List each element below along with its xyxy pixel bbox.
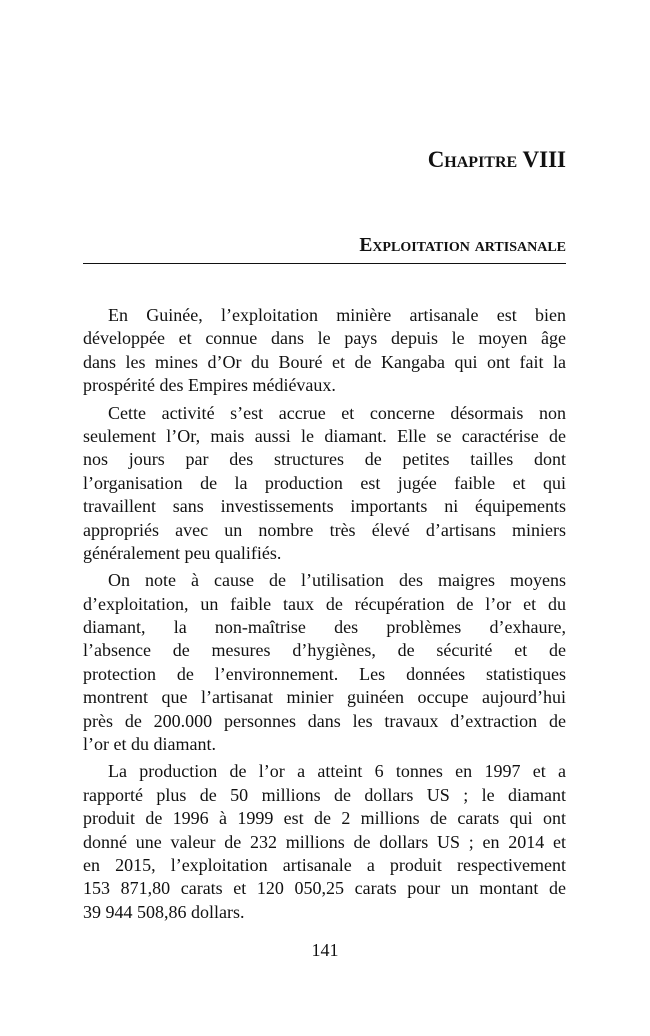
text-line: Cette activité s’est accrue et concerne désormais non xyxy=(108,402,566,423)
page-number: 141 xyxy=(311,940,339,960)
text-line: en 2015, l’exploitation artisanale a produit respectivement xyxy=(83,854,566,875)
text-line: l’or et du diamant. xyxy=(83,734,216,755)
text-line: nos jours par des structures de petites tailles dont xyxy=(83,449,566,470)
title-rule xyxy=(83,263,566,264)
chapter-heading: Chapitre VIII xyxy=(427,147,566,172)
text-line: généralement peu qualifiés. xyxy=(83,542,282,563)
paragraph xyxy=(83,760,566,924)
text-line: l’organisation de la production est jugée faible et qui xyxy=(83,472,566,493)
text-line: prospérité des Empires médiévaux. xyxy=(83,375,336,396)
paragraph xyxy=(83,304,566,398)
text-line: donné une valeur de 232 millions de dollars US ; en 2014 et xyxy=(83,831,566,852)
text-line: seulement l’Or, mais aussi le diamant. Elle se caractérise de xyxy=(83,425,566,446)
text-line: montrent que l’artisanat minier guinéen occupe aujourd’hui xyxy=(83,687,566,708)
paragraph xyxy=(83,569,566,756)
text-line: près de 200.000 personnes dans les travaux d’extraction de xyxy=(83,710,566,731)
text-line: d’exploitation, un faible taux de récupération de l’or et du xyxy=(83,593,566,614)
text-line: On note à cause de l’utilisation des maigres moyens xyxy=(108,570,566,591)
chapter-title: Exploitation artisanale xyxy=(359,235,566,256)
text-line: produit de 1996 à 1999 est de 2 millions de carats qui ont xyxy=(83,808,566,829)
text-line: 153 871,80 carats et 120 050,25 carats pour un montant de xyxy=(83,878,566,899)
text-line: appropriés avec un nombre très élevé d’artisans miniers xyxy=(83,519,566,540)
text-line: dans les mines d’Or du Bouré et de Kangaba qui ont fait la xyxy=(83,351,566,372)
text-line: En Guinée, l’exploitation minière artisanale est bien xyxy=(108,305,566,325)
text-line: rapporté plus de 50 millions de dollars US ; le diamant xyxy=(83,784,566,805)
paragraph xyxy=(83,402,566,566)
text-line: protection de l’environnement. Les données statistiques xyxy=(83,663,566,684)
text-line: développée et connue dans le pays depuis le moyen âge xyxy=(83,328,566,349)
text-line: travaillent sans investissements importants ni équipements xyxy=(83,496,566,517)
text-line: 39 944 508,86 dollars. xyxy=(83,901,245,922)
body-text xyxy=(83,304,566,924)
text-line: La production de l’or a atteint 6 tonnes en 1997 et a xyxy=(108,761,566,782)
text-line: diamant, la non-maîtrise des problèmes d’exhaure, xyxy=(83,617,566,638)
text-line: l’absence de mesures d’hygiènes, de sécurité et de xyxy=(83,640,566,661)
